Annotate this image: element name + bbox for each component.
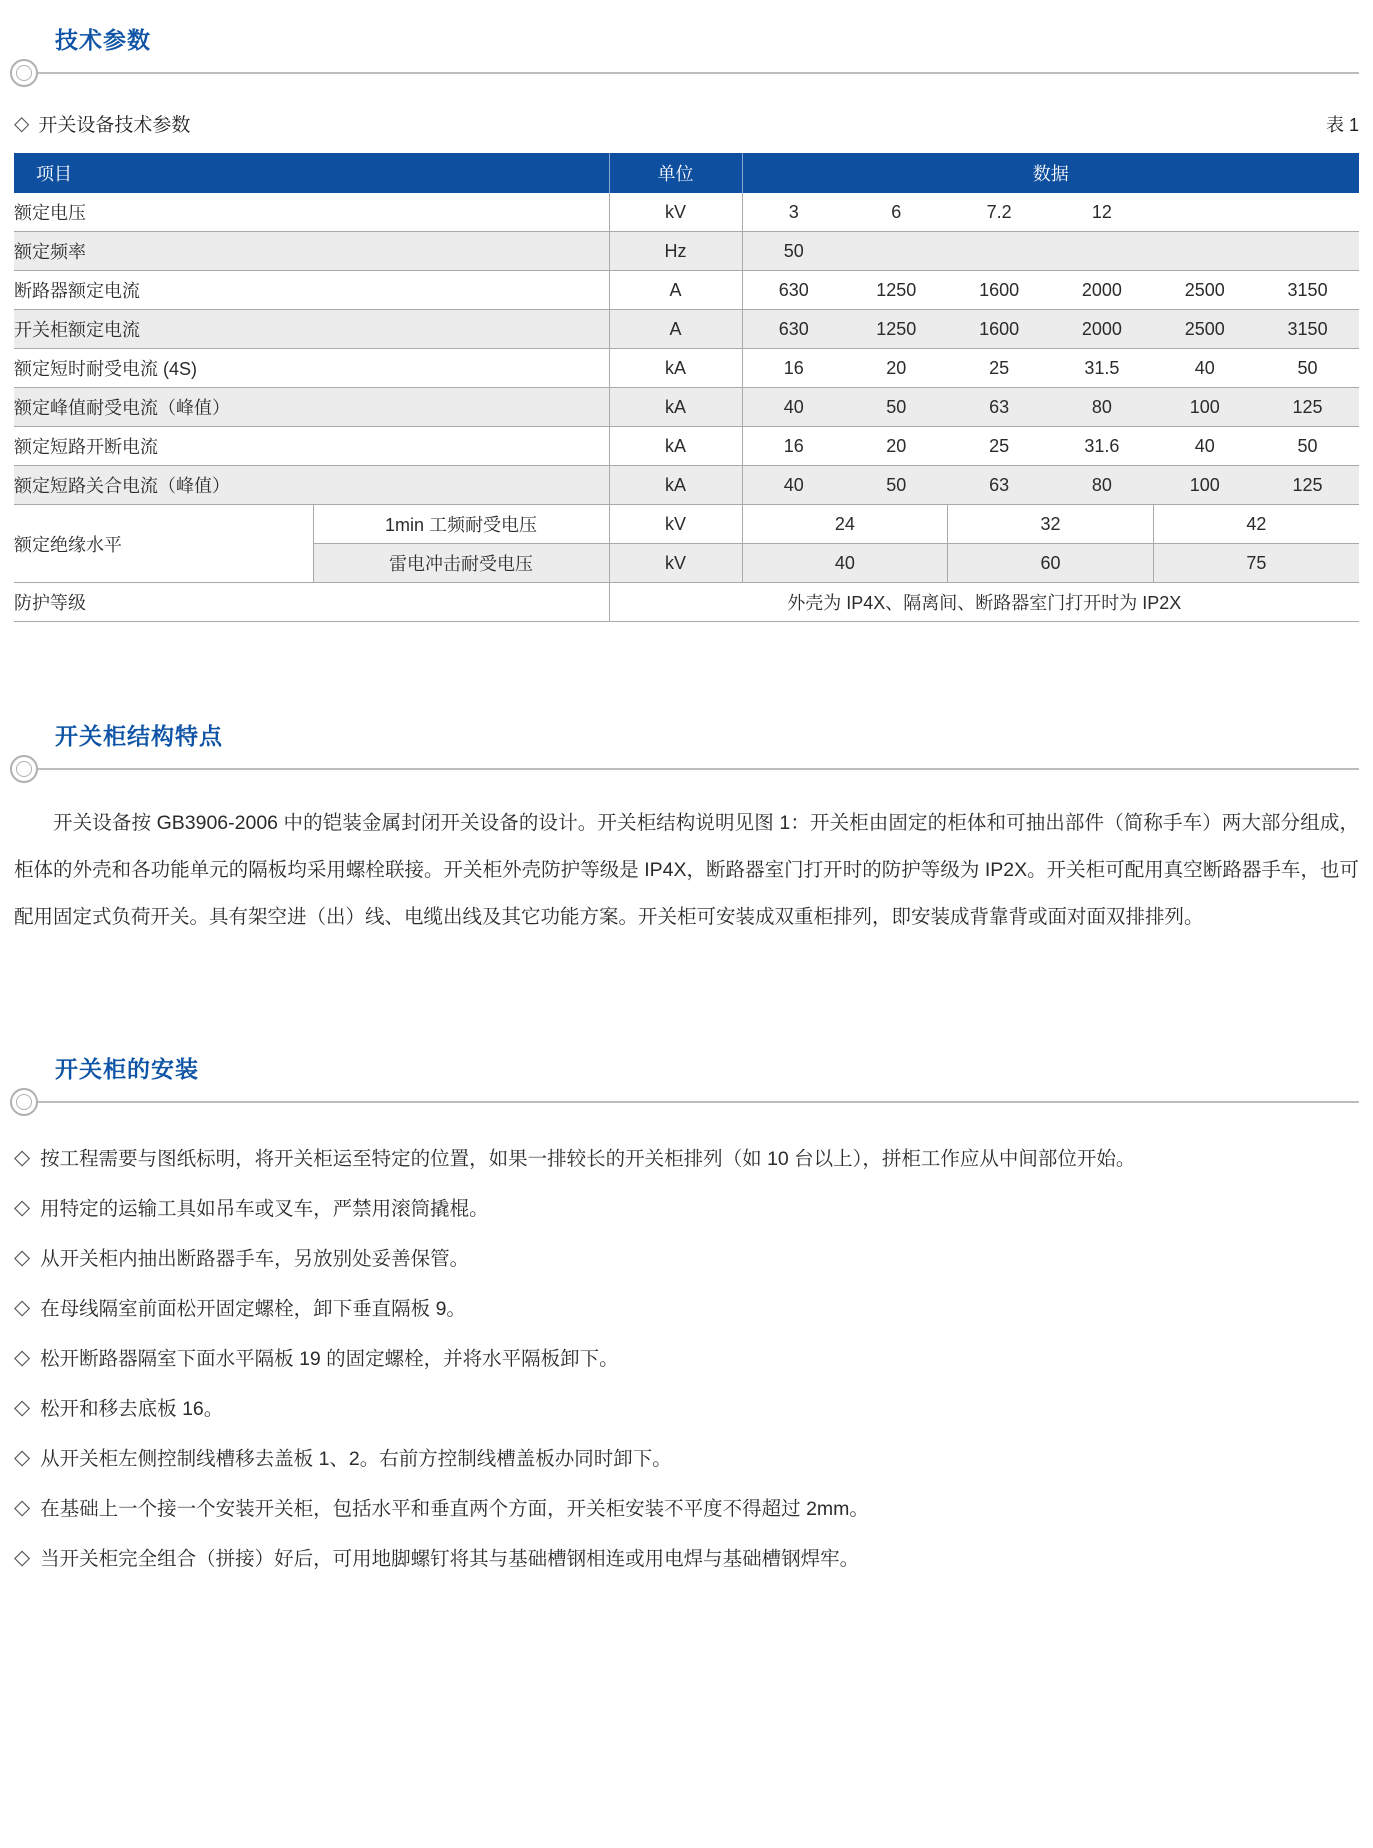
row-value: 1250 bbox=[845, 310, 948, 349]
col-header-item: 项目 bbox=[14, 153, 609, 193]
diamond-icon: ◇ bbox=[14, 1396, 31, 1419]
section-structure-features bbox=[14, 722, 1359, 941]
section-title: 开关柜的安装 bbox=[55, 1056, 199, 1082]
row-value: 2000 bbox=[1051, 310, 1154, 349]
diamond-icon: ◇ bbox=[14, 1346, 31, 1369]
list-item bbox=[14, 1547, 1359, 1571]
protection-label: 防护等级 bbox=[14, 583, 609, 622]
row-item-label: 额定频率 bbox=[14, 232, 609, 271]
row-value: 2500 bbox=[1153, 310, 1256, 349]
list-item bbox=[14, 1497, 1359, 1521]
row-value: 100 bbox=[1153, 388, 1256, 427]
table-row bbox=[14, 232, 1359, 271]
row-value: 60 bbox=[948, 544, 1154, 583]
row-value: 20 bbox=[845, 349, 948, 388]
col-header-unit: 单位 bbox=[609, 153, 742, 193]
row-value: 1600 bbox=[948, 310, 1051, 349]
row-value bbox=[1256, 232, 1359, 271]
list-item bbox=[14, 1147, 1359, 1171]
row-unit: kV bbox=[609, 193, 742, 232]
row-value: 50 bbox=[1256, 427, 1359, 466]
row-value: 12 bbox=[1051, 193, 1154, 232]
row-value: 3150 bbox=[1256, 271, 1359, 310]
diamond-icon: ◇ bbox=[14, 1496, 31, 1519]
table-row bbox=[14, 388, 1359, 427]
row-value: 125 bbox=[1256, 388, 1359, 427]
row-value: 63 bbox=[948, 466, 1051, 505]
row-unit: kA bbox=[609, 427, 742, 466]
list-item-text: 用特定的运输工具如吊车或叉车，严禁用滚筒撬棍。 bbox=[40, 1198, 489, 1220]
row-value: 75 bbox=[1153, 544, 1359, 583]
row-value: 32 bbox=[948, 505, 1154, 544]
row-value: 24 bbox=[742, 505, 948, 544]
table-row-insulation bbox=[14, 505, 1359, 544]
row-value: 630 bbox=[742, 271, 845, 310]
row-unit: kV bbox=[609, 505, 742, 544]
row-unit: kA bbox=[609, 349, 742, 388]
list-item bbox=[14, 1447, 1359, 1471]
row-item-label: 额定短路关合电流（峰值） bbox=[14, 466, 609, 505]
divider-line bbox=[38, 768, 1359, 770]
table-number-label: 表 1 bbox=[1325, 114, 1359, 135]
section-title: 开关柜结构特点 bbox=[55, 723, 223, 749]
ring-icon bbox=[10, 59, 38, 87]
list-item-text: 在母线隔室前面松开固定螺栓，卸下垂直隔板 9。 bbox=[40, 1298, 466, 1320]
diamond-icon: ◇ bbox=[14, 1546, 31, 1569]
table-row-protection bbox=[14, 583, 1359, 622]
row-value bbox=[1256, 193, 1359, 232]
row-value: 25 bbox=[948, 427, 1051, 466]
list-item-text: 松开断路器隔室下面水平隔板 19 的固定螺栓，并将水平隔板卸下。 bbox=[40, 1348, 619, 1370]
table-row bbox=[14, 466, 1359, 505]
list-item-text: 从开关柜左侧控制线槽移去盖板 1、2。右前方控制线槽盖板办同时卸下。 bbox=[40, 1448, 672, 1470]
ring-icon bbox=[10, 755, 38, 783]
row-value: 50 bbox=[742, 232, 845, 271]
row-value bbox=[1051, 232, 1154, 271]
row-value: 40 bbox=[1153, 349, 1256, 388]
section-divider bbox=[10, 1087, 1359, 1117]
section-divider bbox=[10, 58, 1359, 88]
section-installation bbox=[14, 1055, 1359, 1571]
row-value: 25 bbox=[948, 349, 1051, 388]
section-technical-parameters bbox=[14, 0, 1359, 622]
list-item-text: 松开和移去底板 16。 bbox=[40, 1398, 224, 1420]
list-item-text: 当开关柜完全组合（拼接）好后，可用地脚螺钉将其与基础槽钢相连或用电焊与基础槽钢焊牢。 bbox=[40, 1548, 860, 1570]
row-value: 80 bbox=[1051, 388, 1154, 427]
row-unit: kV bbox=[609, 544, 742, 583]
row-value: 40 bbox=[742, 544, 948, 583]
list-item bbox=[14, 1197, 1359, 1221]
row-value: 1600 bbox=[948, 271, 1051, 310]
row-value: 50 bbox=[845, 388, 948, 427]
divider-line bbox=[38, 72, 1359, 74]
section-divider bbox=[10, 754, 1359, 784]
list-item bbox=[14, 1347, 1359, 1371]
table-subtitle bbox=[14, 110, 190, 137]
table-header-row bbox=[14, 153, 1359, 193]
row-value: 2500 bbox=[1153, 271, 1256, 310]
row-value: 50 bbox=[1256, 349, 1359, 388]
spec-table bbox=[14, 153, 1359, 622]
row-item-label: 断路器额定电流 bbox=[14, 271, 609, 310]
table-row bbox=[14, 271, 1359, 310]
diamond-icon: ◇ bbox=[14, 112, 30, 135]
row-value: 80 bbox=[1051, 466, 1154, 505]
row-value bbox=[1153, 193, 1256, 232]
diamond-icon: ◇ bbox=[14, 1146, 31, 1169]
row-value: 1250 bbox=[845, 271, 948, 310]
table-subtitle-label: 开关设备技术参数 bbox=[38, 115, 191, 136]
row-value: 40 bbox=[1153, 427, 1256, 466]
row-unit: A bbox=[609, 310, 742, 349]
list-item-text: 从开关柜内抽出断路器手车，另放别处妥善保管。 bbox=[40, 1248, 470, 1270]
diamond-icon: ◇ bbox=[14, 1296, 31, 1319]
row-item-label: 1min 工频耐受电压 bbox=[313, 505, 609, 544]
insulation-label: 额定绝缘水平 bbox=[14, 505, 313, 583]
col-header-data: 数据 bbox=[742, 153, 1359, 193]
list-item bbox=[14, 1297, 1359, 1321]
structure-paragraph: 开关设备按 GB3906-2006 中的铠装金属封闭开关设备的设计。开关柜结构说明见图 1：开关柜由固定的柜体和可抽出部件（简称手车）两大部分组成，柜体的外壳和各功能单元的隔板均采用螺栓联接。开关柜外壳防护等级是 IP4X，断路器室门打开时的防护等级为 IP2X。开关柜可配用真空断路器手车，也可配用固定式负荷开关。具有架空进（出）线、电缆出线及其它功能方案。开关柜可安装成双重柜排列，即安装成背靠背或面对面双排排列。 bbox=[14, 812, 1359, 928]
divider-line bbox=[38, 1101, 1359, 1103]
table-row bbox=[14, 310, 1359, 349]
row-value: 42 bbox=[1153, 505, 1359, 544]
row-value: 2000 bbox=[1051, 271, 1154, 310]
row-item-label: 开关柜额定电流 bbox=[14, 310, 609, 349]
row-item-label: 额定电压 bbox=[14, 193, 609, 232]
row-unit: Hz bbox=[609, 232, 742, 271]
row-value bbox=[948, 232, 1051, 271]
row-value: 31.6 bbox=[1051, 427, 1154, 466]
row-value: 7.2 bbox=[948, 193, 1051, 232]
row-value: 6 bbox=[845, 193, 948, 232]
row-value: 125 bbox=[1256, 466, 1359, 505]
row-unit: kA bbox=[609, 466, 742, 505]
row-value: 16 bbox=[742, 349, 845, 388]
diamond-icon: ◇ bbox=[14, 1446, 31, 1469]
list-item-text: 按工程需要与图纸标明，将开关柜运至特定的位置，如果一排较长的开关柜排列（如 10 台以上），拼柜工作应从中间部位开始。 bbox=[40, 1148, 1136, 1170]
list-item bbox=[14, 1397, 1359, 1421]
list-item bbox=[14, 1247, 1359, 1271]
row-item-label: 额定峰值耐受电流（峰值） bbox=[14, 388, 609, 427]
diamond-icon: ◇ bbox=[14, 1246, 31, 1269]
row-unit: kA bbox=[609, 388, 742, 427]
row-value: 40 bbox=[742, 466, 845, 505]
row-value: 3150 bbox=[1256, 310, 1359, 349]
list-item-text: 在基础上一个接一个安装开关柜，包括水平和垂直两个方面，开关柜安装不平度不得超过 2mm。 bbox=[40, 1498, 869, 1520]
table-row bbox=[14, 349, 1359, 388]
table-row bbox=[14, 427, 1359, 466]
row-value bbox=[845, 232, 948, 271]
table-caption-row bbox=[14, 110, 1359, 137]
row-item-label: 额定短时耐受电流 (4S) bbox=[14, 349, 609, 388]
diamond-icon: ◇ bbox=[14, 1196, 31, 1219]
row-item-label: 雷电冲击耐受电压 bbox=[313, 544, 609, 583]
row-value: 100 bbox=[1153, 466, 1256, 505]
row-value: 63 bbox=[948, 388, 1051, 427]
row-unit: A bbox=[609, 271, 742, 310]
row-value: 20 bbox=[845, 427, 948, 466]
row-value bbox=[1153, 232, 1256, 271]
row-value: 3 bbox=[742, 193, 845, 232]
row-item-label: 额定短路开断电流 bbox=[14, 427, 609, 466]
install-list bbox=[14, 1147, 1359, 1571]
row-value: 50 bbox=[845, 466, 948, 505]
table-row bbox=[14, 193, 1359, 232]
section-title: 技术参数 bbox=[55, 27, 151, 53]
ring-icon bbox=[10, 1088, 38, 1116]
row-value: 40 bbox=[742, 388, 845, 427]
protection-value: 外壳为 IP4X、隔离间、断路器室门打开时为 IP2X bbox=[609, 583, 1359, 622]
row-value: 16 bbox=[742, 427, 845, 466]
row-value: 31.5 bbox=[1051, 349, 1154, 388]
row-value: 630 bbox=[742, 310, 845, 349]
